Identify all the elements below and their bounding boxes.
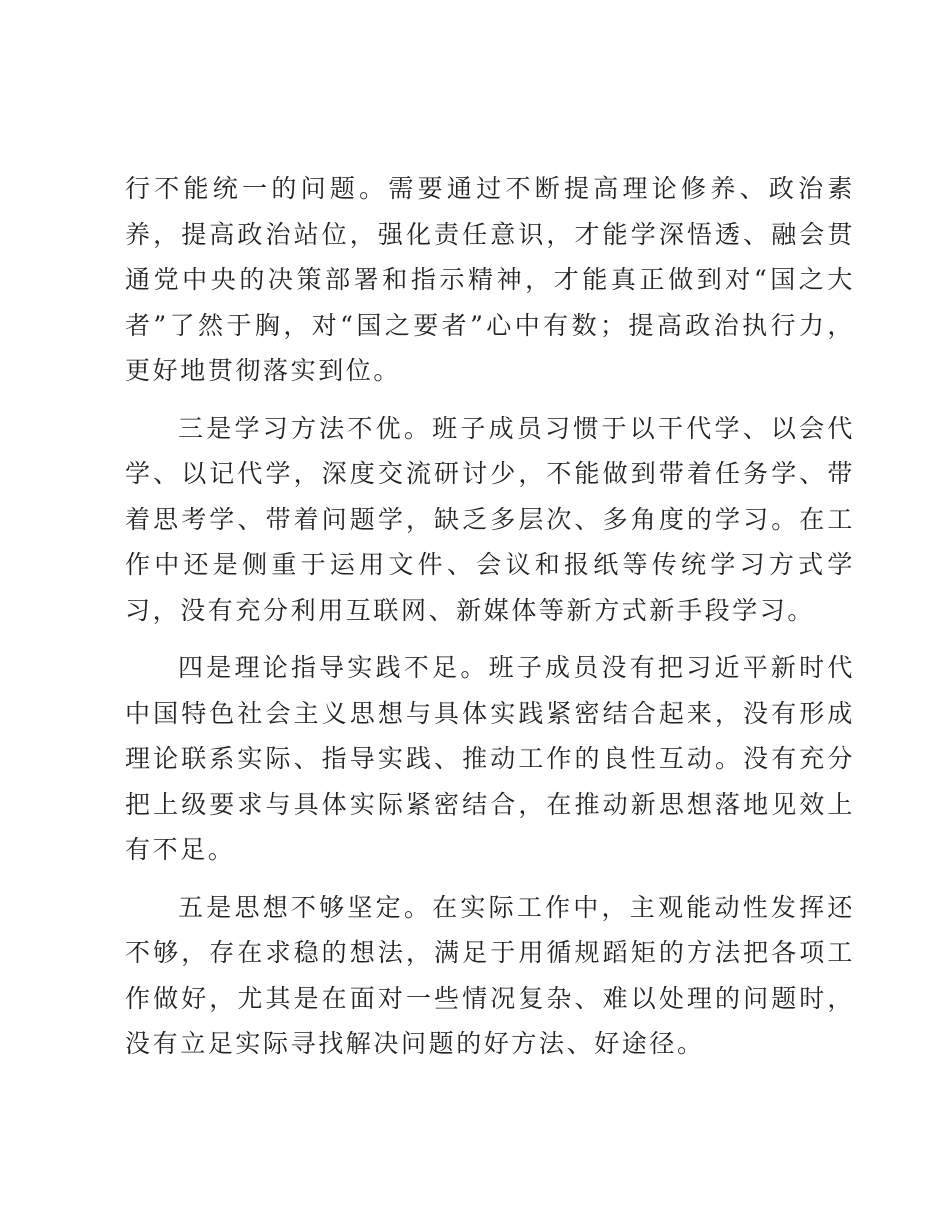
document-body [125, 166, 855, 1067]
paragraph-theory-practice: 四是理论指导实践不足。班子成员没有把习近平新时代中国特色社会主义思想与具体实践紧密结合起来，没有形成理论联系实际、指导实践、推动工作的良性互动。没有充分把上级要求与具体实际紧密结合，在推动新思想落地见效上有不足。 [125, 653, 855, 864]
paragraph-firm-thinking: 五是思想不够坚定。在实际工作中，主观能动性发挥还不够，存在求稳的想法，满足于用循规蹈矩的方法把各项工作做好，尤其是在面对一些情况复杂、难以处理的问题时，没有立足实际寻找解决问题的好方法、好途径。 [125, 892, 855, 1058]
paragraph-continuation: 行不能统一的问题。需要通过不断提高理论修养、政治素养，提高政治站位，强化责任意识，才能学深悟透、融会贯通党中央的决策部署和指示精神，才能真正做到对“国之大者”了然于胸，对“国之要者”心中有数；提高政治执行力，更好地贯彻落实到位。 [125, 174, 855, 385]
paragraph-learning-method: 三是学习方法不优。班子成员习惯于以干代学、以会代学、以记代学，深度交流研讨少，不能做到带着任务学、带着思考学、带着问题学，缺乏多层次、多角度的学习。在工作中还是侧重于运用文件、会议和报纸等传统学习方式学习，没有充分利用互联网、新媒体等新方式新手段学习。 [125, 413, 855, 625]
